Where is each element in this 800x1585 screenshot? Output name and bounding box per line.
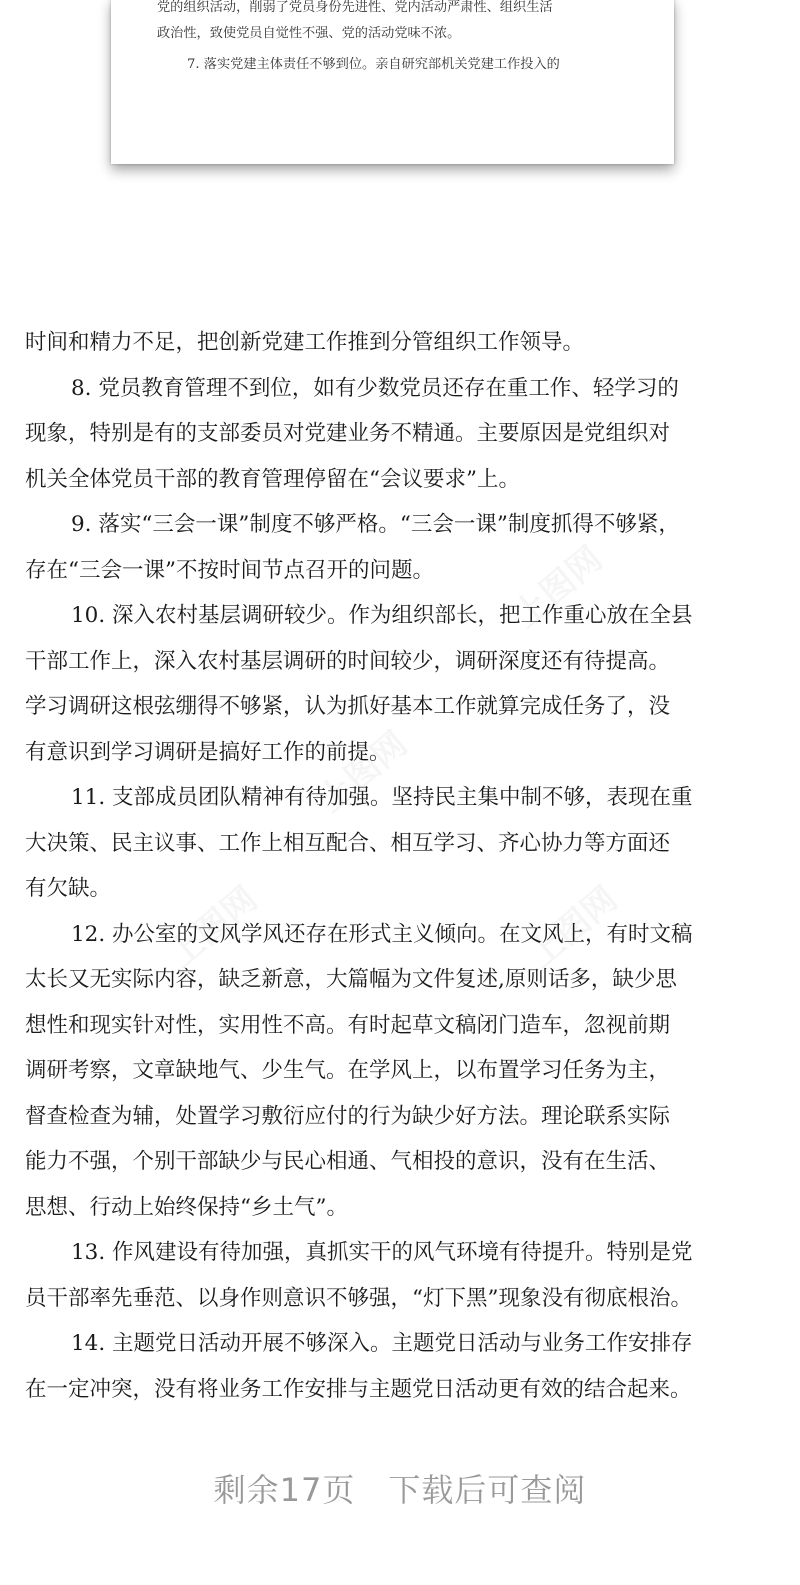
paragraph-line: 存在“三会一课”不按时间节点召开的问题。 — [25, 557, 434, 583]
paragraph-line: 督查检查为辅，处置学习敷衍应付的行为缺少好方法。理论联系实际 — [25, 1103, 671, 1129]
paragraph-line: 机关全体党员干部的教育管理停留在“会议要求”上。 — [25, 466, 520, 492]
paragraph-line: 有意识到学习调研是搞好工作的前提。 — [25, 739, 391, 765]
remaining-pages-notice[interactable]: 剩余17页 下载后可查阅 — [213, 1471, 587, 1509]
paragraph-line: 8. 党员教育管理不到位，如有少数党员还存在重工作、轻学习的 — [71, 375, 679, 401]
paragraph-line: 调研考察，文章缺地气、少生气。在学风上，以布置学习任务为主， — [25, 1058, 671, 1083]
paragraph-line: 10. 深入农村基层调研较少。作为组织部长，把工作重心放在全县 — [71, 603, 693, 628]
document-preview-card — [111, 0, 674, 164]
watermark: 上图网 — [161, 879, 266, 976]
paragraph-line: 在一定冲突，没有将业务工作安排与主题党日活动更有效的结合起来。 — [25, 1376, 692, 1402]
watermark: 上图网 — [506, 539, 611, 636]
paragraph-line: 想性和现实针对性，实用性不高。有时起草文稿闭门造车，忽视前期 — [25, 1012, 671, 1038]
watermark: 上图网 — [521, 879, 626, 976]
paragraph-line: 思想、行动上始终保持“乡土气”。 — [25, 1194, 348, 1220]
preview-text-line: 政治性，致使党员自觉性不强、党的活动党味不浓。 — [157, 26, 461, 41]
paragraph-line: 大决策、民主议事、工作上相互配合、相互学习、齐心协力等方面还 — [25, 830, 671, 856]
paragraph-line: 员干部率先垂范、以身作则意识不够强，“灯下黑”现象没有彻底根治。 — [25, 1285, 692, 1311]
paragraph-line: 干部工作上，深入农村基层调研的时间较少，调研深度还有待提高。 — [25, 648, 671, 674]
paragraph-line: 14. 主题党日活动开展不够深入。主题党日活动与业务工作安排存 — [71, 1331, 693, 1356]
paragraph-line: 时间和精力不足，把创新党建工作推到分管组织工作领导。 — [25, 330, 585, 355]
paragraph-line: 学习调研这根弦绷得不够紧，认为抓好基本工作就算完成任务了，没 — [25, 694, 671, 719]
paragraph-line: 12. 办公室的文风学风还存在形式主义倾向。在文风上，有时文稿 — [71, 921, 693, 947]
paragraph-line: 现象，特别是有的支部委员对党建业务不精通。主要原因是党组织对 — [25, 421, 671, 446]
paragraph-line: 太长又无实际内容，缺乏新意，大篇幅为文件复述,原则话多，缺少思 — [25, 967, 677, 992]
paragraph-line: 9. 落实“三会一课”制度不够严格。“三会一课”制度抓得不够紧， — [71, 512, 680, 537]
watermark: 上图网 — [311, 724, 416, 821]
paragraph-line: 13. 作风建设有待加强，真抓实干的风气环境有待提升。特别是党 — [71, 1240, 693, 1265]
preview-text-line: 党的组织活动，削弱了党员身份先进性、党内活动严肃性、组织生活 — [157, 0, 553, 15]
paragraph-line: 能力不强，个别干部缺少与民心相通、气相投的意识，没有在生活、 — [25, 1149, 671, 1174]
paragraph-line: 有欠缺。 — [25, 876, 112, 901]
preview-text-line: 7. 落实党建主体责任不够到位。亲自研究部机关党建工作投入的 — [187, 57, 560, 72]
document-body — [25, 320, 770, 1412]
paragraph-line: 11. 支部成员团队精神有待加强。坚持民主集中制不够，表现在重 — [71, 785, 693, 810]
